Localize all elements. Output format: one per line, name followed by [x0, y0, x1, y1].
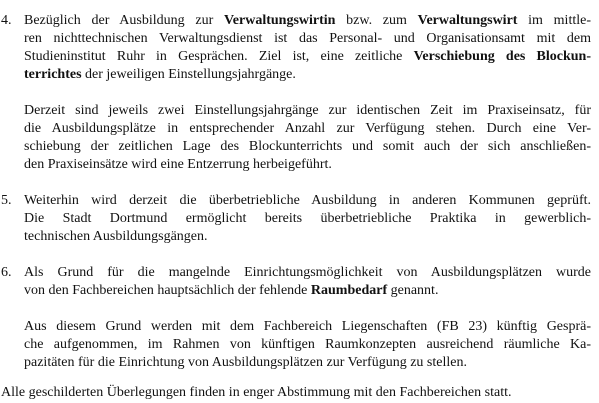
item-number: 6. [1, 265, 12, 280]
bold-term: Raumbedarf [310, 283, 388, 298]
text-line: ren nichttechnischen Verwaltungsdienst ist das Personal- und Organisationsamt mit dem [24, 31, 591, 46]
bold-term: Verwaltungswirt [417, 13, 518, 28]
closing-sentence: Alle geschilderten Überlegungen finden in enger Abstimmung mit den Fachbereichen statt. [1, 385, 512, 400]
text-line: Aus diesem Grund werden mit dem Fachbereich Liegenschaften (FB 23) künftig Gesprä- [24, 319, 591, 334]
bold-term: terrichtes [24, 67, 82, 82]
bold-term: Verwaltungswirtin [223, 13, 336, 28]
paragraph-4-2 [24, 102, 591, 174]
paragraph-6-1 [24, 264, 591, 300]
text-line: technischen Ausbildungsgängen. [24, 229, 208, 244]
text-line: Derzeit sind jeweils zwei Einstellungsjahrgänge zur identischen Zeit im Praxiseinsatz, für [24, 103, 591, 118]
paragraph-4-1 [24, 12, 591, 84]
text-line: von den Fachbereichen hauptsächlich der fehlende Raumbedarf genannt. [24, 283, 439, 298]
bold-term: Verschiebung des Blockun- [413, 49, 591, 64]
text-line: Studieninstitut Ruhr in Gesprächen. Ziel ist, eine zeitliche Verschiebung des Blockun- [24, 49, 591, 64]
text-line: Bezüglich der Ausbildung zur Verwaltungswirtin bzw. zum Verwaltungswirt im mittle- [24, 13, 591, 28]
text-line: den Praxiseinsätze wird eine Entzerrung herbeigeführt. [24, 157, 332, 172]
text-line: Die Stadt Dortmund ermöglicht bereits überbetriebliche Praktika in gewerblich- [24, 211, 591, 226]
text-line: che aufgenommen, im Rahmen von künftigen Raumkonzepten ausreichend räumliche Ka- [24, 337, 591, 352]
text-line: terrichtes der jeweiligen Einstellungsjahrgänge. [24, 67, 296, 82]
item-number: 5. [1, 193, 12, 208]
text-line: pazitäten für die Einrichtung von Ausbildungsplätzen zur Verfügung zu stellen. [24, 355, 467, 370]
paragraph-5-1 [24, 192, 591, 246]
paragraph-6-2 [24, 318, 591, 372]
item-number: 4. [1, 13, 12, 28]
text-line: schiebung der zeitlichen Lage des Blockunterrichts und somit auch der sich anschließen- [24, 139, 591, 154]
text-line: Weiterhin wird derzeit die überbetriebliche Ausbildung in anderen Kommunen geprüft. [24, 193, 591, 208]
text-line: die Ausbildungsplätze in entsprechender Anzahl zur Verfügung stehen. Durch eine Ver- [24, 121, 591, 136]
text-line: Als Grund für die mangelnde Einrichtungsmöglichkeit von Ausbildungsplätzen wurde [24, 265, 591, 280]
